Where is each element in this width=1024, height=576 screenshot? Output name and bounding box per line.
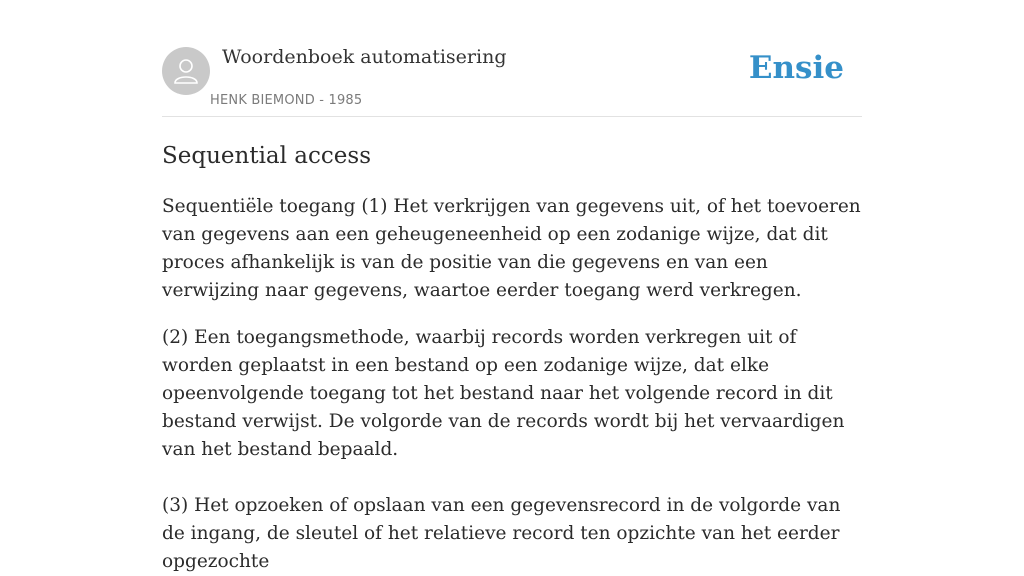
source-book-title[interactable]: Woordenboek automatisering xyxy=(222,46,507,68)
ensie-logo-link[interactable]: Ensie xyxy=(748,50,844,86)
article-page xyxy=(162,0,862,576)
entry-term-title: Sequential access xyxy=(162,143,371,169)
source-header xyxy=(162,0,862,117)
definition-paragraph-3: (3) Het opzoeken of opslaan van een gegevensrecord in de volgorde van de ingang, de sleutel of het relatieve record ten opzichte van het eerder opgezochte xyxy=(162,495,841,572)
definition-paragraph-2: (2) Een toegangsmethode, waarbij records worden verkregen uit of worden geplaatst in een bestand op een zodanige wijze, dat elke opeenvolgende toegang tot het bestand naar het volgende record in dit bestand verwijst. De volgorde van de records wordt bij het vervaardigen van het bestand bepaald. xyxy=(162,327,845,460)
author-avatar[interactable] xyxy=(162,47,210,95)
definition-paragraph-1: Sequentiële toegang (1) Het verkrijgen van gegevens uit, of het toevoeren van gegevens aan een geheugeneenheid op een zodanige wijze, dat dit proces afhankelijk is van de positie van die gegevens en van een verwijzing naar gegevens, waartoe eerder toegang werd verkregen. xyxy=(162,196,861,301)
source-author-year[interactable]: HENK BIEMOND - 1985 xyxy=(210,93,363,108)
user-avatar-icon xyxy=(171,56,201,86)
